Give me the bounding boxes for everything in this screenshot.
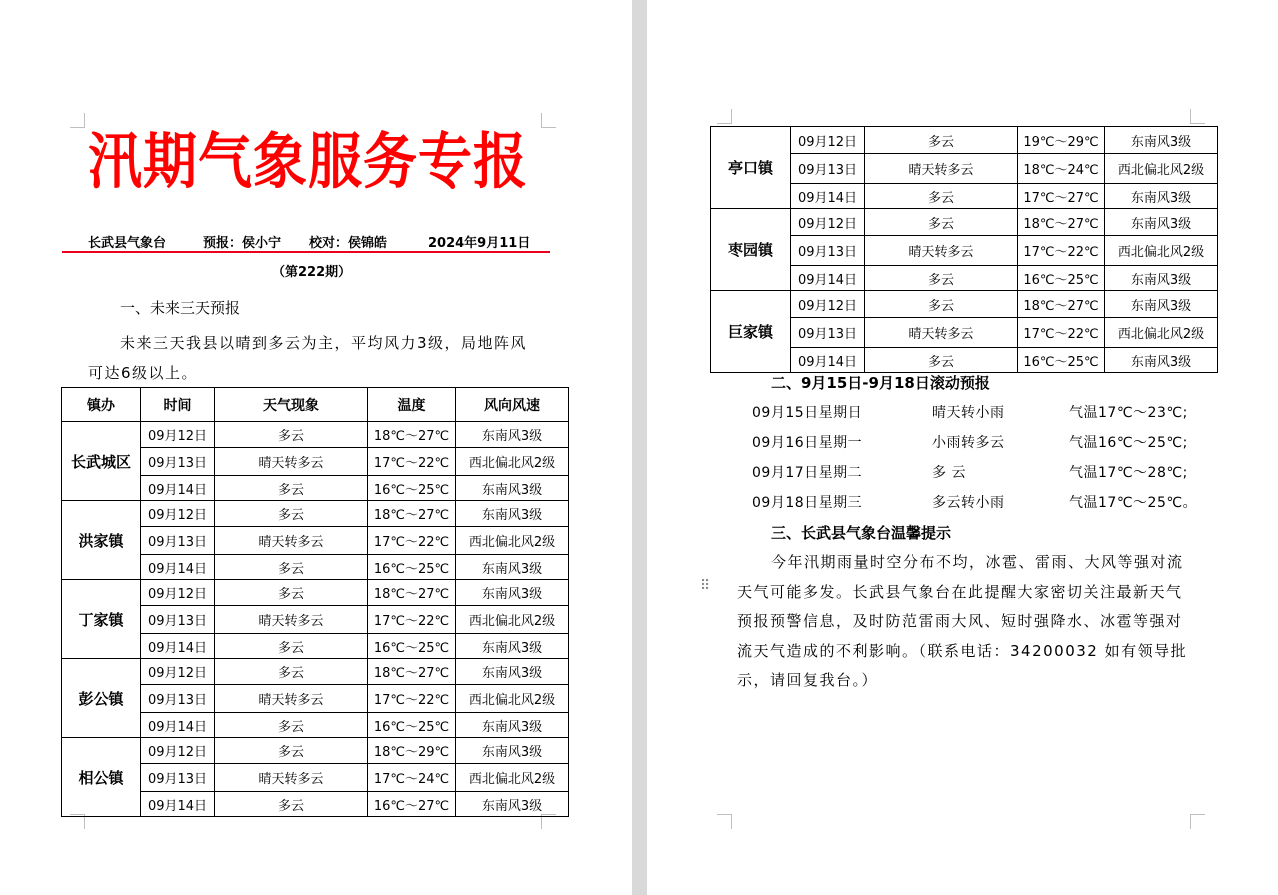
weather-cell: 晴天转多云 [865,318,1018,348]
rolling-weather: 多 云 [932,465,966,481]
date-cell: 09月12日 [141,659,215,685]
date-cell: 09月12日 [791,209,865,236]
table-row [62,659,569,685]
rolling-temperature: 气温17℃～25℃。 [1069,495,1198,511]
date-cell: 09月13日 [791,154,865,184]
wind-cell: 西北偏北风2级 [456,606,569,634]
crop-mark [1190,109,1205,124]
date-cell: 09月12日 [141,580,215,606]
header-checker: 校对：侯锦皓 [309,236,388,251]
weather-cell: 晴天转多云 [865,236,1018,266]
weather-cell: 多云 [215,659,368,685]
weather-cell: 多云 [215,738,368,764]
rolling-date: 09月18日星期三 [752,495,863,511]
date-cell: 09月13日 [141,527,215,555]
forecast-table [61,387,569,817]
forecast-table-continued [710,126,1218,373]
date-cell: 09月14日 [791,348,865,373]
tips-line: 预报预警信息，及时防范雷雨大风、短时强降水、冰雹等强对 [737,612,1183,630]
temperature-cell: 17℃～22℃ [1018,236,1105,266]
date-cell: 09月13日 [141,685,215,713]
weather-cell: 晴天转多云 [215,448,368,476]
page-gap [632,0,647,895]
wind-cell: 东南风3级 [1105,127,1218,154]
table-row [62,422,569,448]
crop-mark [717,814,732,829]
temperature-cell: 18℃～27℃ [368,422,456,448]
column-header: 温度 [368,388,456,422]
town-cell: 枣园镇 [711,209,791,291]
weather-cell: 多云 [215,713,368,738]
date-cell: 09月14日 [141,476,215,501]
wind-cell: 东南风3级 [1105,209,1218,236]
rolling-weather: 晴天转小雨 [932,405,1005,421]
table-row [62,580,569,606]
wind-cell: 东南风3级 [456,792,569,817]
wind-cell: 西北偏北风2级 [456,764,569,792]
date-cell: 09月14日 [791,184,865,209]
rolling-date: 09月15日星期日 [752,405,863,421]
weather-cell: 晴天转多云 [215,685,368,713]
weather-cell: 晴天转多云 [215,527,368,555]
date-cell: 09月14日 [141,713,215,738]
document-title: 汛期气象服务专报 [88,124,528,197]
date-cell: 09月13日 [141,448,215,476]
tips-line: 示，请回复我台。） [737,671,879,689]
weather-cell: 多云 [215,555,368,580]
temperature-cell: 17℃～27℃ [1018,184,1105,209]
tips-line: 今年汛期雨量时空分布不均，冰雹、雷雨、大风等强对流 [771,553,1184,571]
wind-cell: 西北偏北风2级 [1105,154,1218,184]
temperature-cell: 17℃～22℃ [368,606,456,634]
rolling-temperature: 气温17℃～28℃; [1069,465,1188,481]
town-cell: 长武城区 [62,422,141,501]
wind-cell: 东南风3级 [456,713,569,738]
rolling-date: 09月16日星期一 [752,435,863,451]
weather-cell: 多云 [215,792,368,817]
date-cell: 09月13日 [141,764,215,792]
column-header: 时间 [141,388,215,422]
issue-number: （第222期） [272,265,352,280]
date-cell: 09月12日 [141,501,215,527]
temperature-cell: 16℃～25℃ [368,634,456,659]
wind-cell: 东南风3级 [456,476,569,501]
town-cell: 巨家镇 [711,291,791,373]
temperature-cell: 18℃～27℃ [368,659,456,685]
rolling-temperature: 气温17℃～23℃; [1069,405,1188,421]
date-cell: 09月12日 [141,422,215,448]
weather-cell: 晴天转多云 [215,764,368,792]
table-row [62,501,569,527]
document-page-1 [0,0,632,895]
date-cell: 09月12日 [141,738,215,764]
section3-heading: 三、长武县气象台温馨提示 [771,524,952,542]
temperature-cell: 17℃～24℃ [368,764,456,792]
town-cell: 丁家镇 [62,580,141,659]
wind-cell: 西北偏北风2级 [1105,318,1218,348]
temperature-cell: 16℃～25℃ [368,476,456,501]
tips-line: 天气可能多发。长武县气象台在此提醒大家密切关注最新天气 [737,583,1183,601]
date-cell: 09月12日 [791,291,865,318]
town-cell: 亭口镇 [711,127,791,209]
weather-cell: 多云 [865,291,1018,318]
weather-cell: 多云 [865,184,1018,209]
weather-cell: 多云 [215,422,368,448]
date-cell: 09月13日 [141,606,215,634]
table-row [711,209,1218,236]
date-cell: 09月14日 [141,555,215,580]
weather-cell: 多云 [865,209,1018,236]
weather-cell: 晴天转多云 [865,154,1018,184]
weather-cell: 多云 [215,580,368,606]
wind-cell: 东南风3级 [1105,348,1218,373]
temperature-cell: 18℃～27℃ [1018,291,1105,318]
column-header: 天气现象 [215,388,368,422]
wind-cell: 东南风3级 [1105,266,1218,291]
temperature-cell: 17℃～22℃ [368,685,456,713]
temperature-cell: 18℃～24℃ [1018,154,1105,184]
wind-cell: 西北偏北风2级 [456,685,569,713]
wind-cell: 东南风3级 [456,580,569,606]
crop-mark [70,113,85,128]
table-row [62,738,569,764]
header-org: 长武县气象台 [88,236,167,251]
date-cell: 09月13日 [791,318,865,348]
crop-mark [1190,814,1205,829]
wind-cell: 西北偏北风2级 [456,448,569,476]
rolling-temperature: 气温16℃～25℃; [1069,435,1188,451]
weather-cell: 多云 [865,127,1018,154]
rolling-date: 09月17日星期二 [752,465,863,481]
town-cell: 彭公镇 [62,659,141,738]
temperature-cell: 16℃～25℃ [1018,348,1105,373]
temperature-cell: 16℃～25℃ [368,555,456,580]
wind-cell: 东南风3级 [1105,184,1218,209]
wind-cell: 东南风3级 [1105,291,1218,318]
document-page-2 [647,0,1278,895]
section1-summary-line2: 可达6级以上。 [88,364,199,382]
weather-cell: 多云 [215,634,368,659]
temperature-cell: 17℃～22℃ [1018,318,1105,348]
wind-cell: 西北偏北风2级 [456,527,569,555]
temperature-cell: 19℃～29℃ [1018,127,1105,154]
rolling-weather: 多云转小雨 [932,495,1005,511]
header-red-rule [62,251,550,253]
table-row [711,291,1218,318]
temperature-cell: 18℃～27℃ [368,580,456,606]
drag-handle-icon[interactable]: ⠿ [700,578,711,594]
date-cell: 09月14日 [141,792,215,817]
crop-mark [717,109,732,124]
temperature-cell: 17℃～22℃ [368,448,456,476]
rolling-weather: 小雨转多云 [932,435,1005,451]
date-cell: 09月14日 [141,634,215,659]
town-cell: 相公镇 [62,738,141,817]
wind-cell: 西北偏北风2级 [1105,236,1218,266]
section1-summary-line1: 未来三天我县以晴到多云为主，平均风力3级，局地阵风 [120,334,528,352]
column-header: 风向风速 [456,388,569,422]
wind-cell: 东南风3级 [456,501,569,527]
header-forecaster: 预报：侯小宁 [203,236,282,251]
temperature-cell: 16℃～25℃ [368,713,456,738]
header-date: 2024年9月11日 [428,236,531,251]
section1-heading: 一、未来三天预报 [120,299,241,317]
section2-heading: 二、9月15日-9月18日滚动预报 [771,374,990,392]
table-row [711,127,1218,154]
temperature-cell: 18℃～27℃ [368,501,456,527]
temperature-cell: 17℃～22℃ [368,527,456,555]
weather-cell: 多云 [865,348,1018,373]
wind-cell: 东南风3级 [456,422,569,448]
town-cell: 洪家镇 [62,501,141,580]
weather-cell: 晴天转多云 [215,606,368,634]
temperature-cell: 16℃～25℃ [1018,266,1105,291]
temperature-cell: 18℃～29℃ [368,738,456,764]
wind-cell: 东南风3级 [456,634,569,659]
column-header: 镇办 [62,388,141,422]
wind-cell: 东南风3级 [456,738,569,764]
tips-line: 流天气造成的不利影响。（联系电话：34200032 如有领导批 [737,642,1188,660]
table-header-row [62,388,569,422]
temperature-cell: 18℃～27℃ [1018,209,1105,236]
date-cell: 09月13日 [791,236,865,266]
wind-cell: 东南风3级 [456,659,569,685]
weather-cell: 多云 [865,266,1018,291]
weather-cell: 多云 [215,501,368,527]
date-cell: 09月12日 [791,127,865,154]
wind-cell: 东南风3级 [456,555,569,580]
weather-cell: 多云 [215,476,368,501]
date-cell: 09月14日 [791,266,865,291]
temperature-cell: 16℃～27℃ [368,792,456,817]
